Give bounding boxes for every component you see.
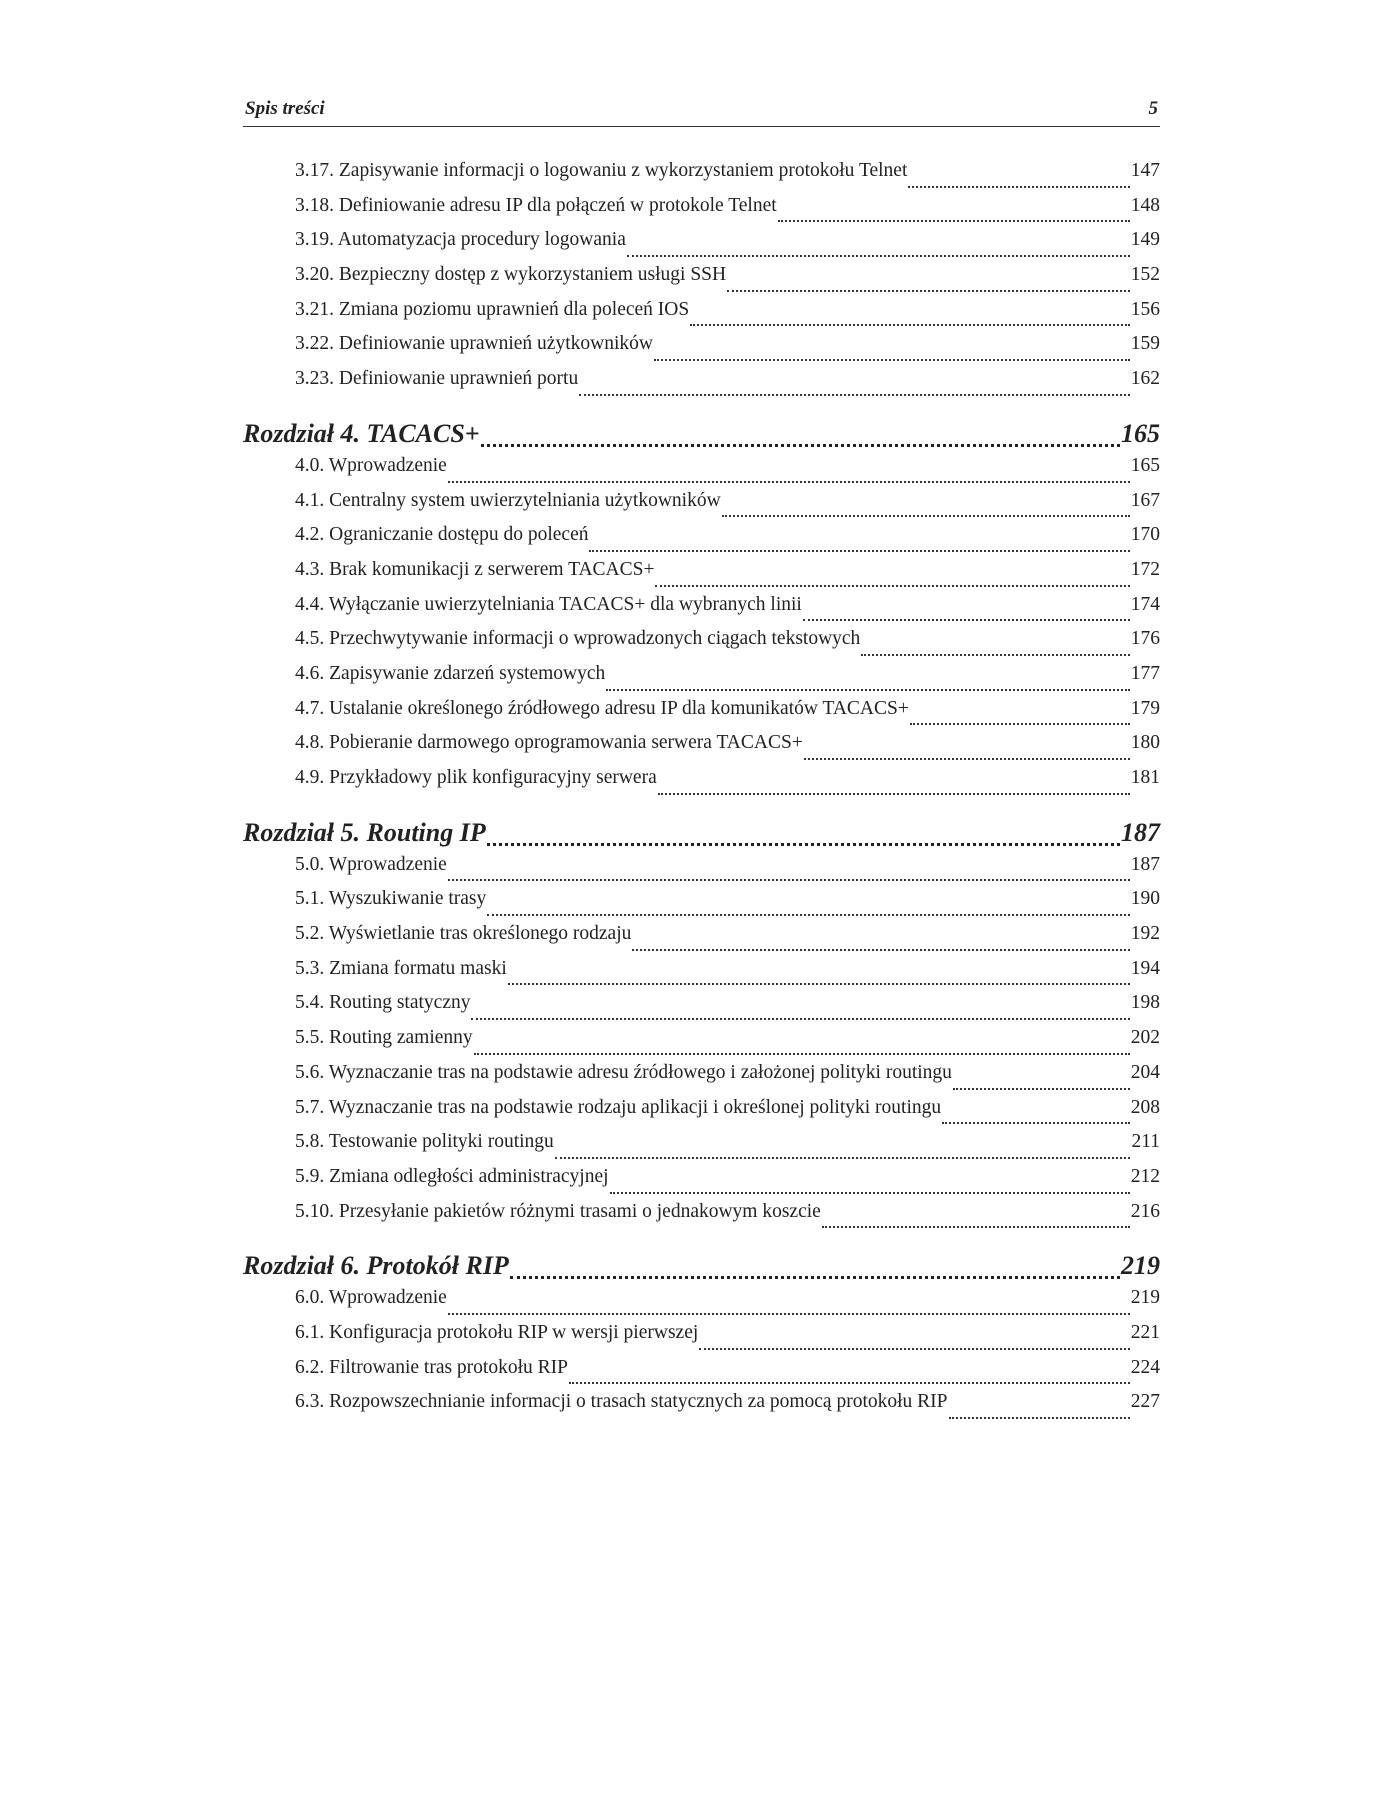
toc-entry-title: 4.3. Brak komunikacji z serwerem TACACS+ [295,558,655,580]
toc-entry [295,958,1160,993]
toc-entry-title: 4.0. Wprowadzenie [295,454,447,476]
dot-leader [727,288,1130,292]
toc-entry-page-number: 147 [1130,160,1160,181]
dot-leader [910,721,1130,725]
toc-entry [295,1166,1160,1201]
dot-leader [722,513,1130,517]
toc-entry-title: 3.22. Definiowanie uprawnień użytkowników [295,333,653,355]
dot-leader [778,218,1130,222]
toc-entry-page-number: 167 [1130,489,1160,511]
toc-entry-page-number: 194 [1130,957,1160,979]
toc-entry [295,1097,1160,1132]
toc-chapter-heading [243,419,1160,455]
dot-leader [448,479,1130,483]
toc-entry-title: 3.18. Definiowanie adresu IP dla połączeń w protokole Telnet [295,194,777,216]
chapter-title: Rozdział 6. Protokół RIP [243,1251,509,1281]
chapter-page-number: 165 [1121,418,1160,448]
toc-entry [295,333,1160,368]
toc-entry [295,628,1160,663]
page-number: 5 [1148,98,1158,119]
dot-leader [448,1311,1130,1315]
toc-entry-page-number: 211 [1131,1131,1160,1153]
toc-entry-title: 5.10. Przesyłanie pakietów różnymi trasami o jednakowym koszcie [295,1200,821,1222]
toc-entry-page-number: 216 [1130,1200,1160,1222]
toc-entry-title: 5.7. Wyznaczanie tras na podstawie rodzaju aplikacji i określonej polityki routingu [295,1096,942,1118]
dot-leader [555,1155,1131,1159]
toc-entry [295,1131,1160,1166]
toc-entry-title: 5.3. Zmiana formatu maski [295,957,507,979]
toc-entry-page-number: 149 [1130,229,1160,251]
toc-entry-title: 4.8. Pobieranie darmowego oprogramowania serwera TACACS+ [295,732,803,754]
toc-entry-title: 3.23. Definiowanie uprawnień portu [295,368,579,390]
toc-entry-title: 3.17. Zapisywanie informacji o logowaniu z wykorzystaniem protokołu Telnet [295,160,908,181]
dot-leader [655,583,1129,587]
toc-entry-page-number: 179 [1130,697,1160,719]
toc-entry-page-number: 219 [1130,1287,1160,1309]
toc-entry-title: 6.3. Rozpowszechnianie informacji o trasach statycznych za pomocą protokołu RIP [295,1391,948,1413]
dot-leader [699,1346,1129,1350]
toc-entry [295,490,1160,525]
dot-leader [654,357,1130,361]
toc-entry-page-number: 148 [1130,194,1160,216]
toc-entry-title: 5.6. Wyznaczanie tras na podstawie adresu źródłowego i założonej polityki routingu [295,1061,952,1083]
toc-entry-page-number: 192 [1130,923,1160,945]
toc-entry [295,888,1160,923]
toc-entry-title: 3.20. Bezpieczny dostęp z wykorzystaniem usługi SSH [295,264,727,286]
dot-leader [487,912,1129,916]
toc-entry-title: 4.2. Ograniczanie dostępu do poleceń [295,524,589,546]
dot-leader [908,184,1129,188]
toc-entry-page-number: 190 [1130,888,1160,910]
toc-entry-page-number: 227 [1130,1391,1160,1413]
toc-entry-page-number: 198 [1130,992,1160,1014]
toc-entry [295,1027,1160,1062]
dot-leader [579,392,1130,396]
dot-leader [448,877,1130,881]
chapter-title: Rozdział 5. Routing IP [243,817,486,847]
dot-leader [487,841,1120,846]
toc-entry [295,455,1160,490]
toc-entry-page-number: 187 [1130,853,1160,875]
toc-entry-page-number: 162 [1130,368,1160,390]
toc-entry [295,1201,1160,1236]
dot-leader [481,442,1120,447]
toc-entry-title: 5.4. Routing statyczny [295,992,471,1014]
toc-entry-title: 4.1. Centralny system uwierzytelniania użytkowników [295,489,721,511]
toc-entry-page-number: 152 [1130,264,1160,286]
toc-entry-page-number: 170 [1130,524,1160,546]
chapter-title: Rozdział 4. TACACS+ [243,418,480,448]
dot-leader [471,1016,1129,1020]
toc-entry-page-number: 224 [1130,1356,1160,1378]
dot-leader [569,1380,1130,1384]
toc-entry-page-number: 208 [1130,1096,1160,1118]
toc-entry [295,923,1160,958]
dot-leader [953,1086,1130,1090]
toc-entry-page-number: 172 [1130,558,1160,580]
chapter-page-number: 187 [1121,817,1160,847]
toc-entry [295,732,1160,767]
toc-entry-title: 3.19. Automatyzacja procedury logowania [295,229,626,251]
toc-entry [295,992,1160,1027]
toc-entry-title: 5.9. Zmiana odległości administracyjnej [295,1165,609,1187]
toc-entry [295,1322,1160,1357]
dot-leader [804,756,1130,760]
toc-entry-title: 5.1. Wyszukiwanie trasy [295,888,487,910]
toc-entry-title: 5.0. Wprowadzenie [295,853,447,875]
dot-leader [510,1274,1120,1279]
running-header [243,98,1160,127]
dot-leader [632,947,1129,951]
toc-entry [295,524,1160,559]
toc-entry [295,594,1160,629]
toc-entry [295,698,1160,733]
toc-entry-title: 5.2. Wyświetlanie tras określonego rodzaju [295,923,632,945]
dot-leader [610,1190,1130,1194]
toc-entry-title: 6.2. Filtrowanie tras protokołu RIP [295,1356,568,1378]
toc-entry-title: 4.5. Przechwytywanie informacji o wprowadzonych ciągach tekstowych [295,628,861,650]
dot-leader [474,1051,1130,1055]
dot-leader [803,617,1130,621]
toc-entry [295,1391,1160,1426]
toc-entry-title: 5.8. Testowanie polityki routingu [295,1131,554,1153]
dot-leader [606,687,1129,691]
toc-entry-title: 4.4. Wyłączanie uwierzytelniania TACACS+ dla wybranych linii [295,593,802,615]
toc-entry-page-number: 204 [1130,1061,1160,1083]
toc-entry [295,195,1160,230]
running-header-title: Spis treści [245,98,325,119]
toc-entry-page-number: 165 [1130,454,1160,476]
dot-leader [822,1224,1130,1228]
toc-entry-title: 4.6. Zapisywanie zdarzeń systemowych [295,662,606,684]
toc-entry [295,663,1160,698]
dot-leader [861,652,1129,656]
toc-entry [295,160,1160,195]
dot-leader [589,548,1129,552]
toc-entry-page-number: 156 [1130,298,1160,320]
toc-entry [295,559,1160,594]
toc-entry [295,854,1160,889]
toc-entry [295,1287,1160,1322]
dot-leader [658,791,1130,795]
toc-entry-title: 3.21. Zmiana poziomu uprawnień dla poleceń IOS [295,298,690,320]
toc-entry-title: 5.5. Routing zamienny [295,1027,473,1049]
toc-entry [295,767,1160,802]
chapter-page-number: 219 [1121,1251,1160,1281]
toc-entry-title: 6.0. Wprowadzenie [295,1287,447,1309]
toc-entry [295,1062,1160,1097]
toc-entry-page-number: 177 [1130,662,1160,684]
dot-leader [949,1415,1130,1419]
toc-entry-page-number: 159 [1130,333,1160,355]
toc-entry-page-number: 180 [1130,732,1160,754]
toc-chapter-heading [243,1251,1160,1287]
dot-leader [690,322,1130,326]
toc-entry [295,1357,1160,1392]
toc-entry-page-number: 202 [1130,1027,1160,1049]
toc-entry-page-number: 181 [1130,767,1160,788]
toc-chapter-heading [243,818,1160,854]
toc-entry-title: 4.7. Ustalanie określonego źródłowego adresu IP dla komunikatów TACACS+ [295,697,909,719]
toc-entry [295,229,1160,264]
toc-entry [295,299,1160,334]
toc-entry [295,264,1160,299]
toc-entry [295,368,1160,403]
dot-leader [508,981,1130,985]
table-of-contents [243,160,1160,1426]
dot-leader [942,1120,1130,1124]
toc-entry-page-number: 212 [1130,1165,1160,1187]
toc-entry-page-number: 221 [1130,1321,1160,1343]
toc-entry-page-number: 176 [1130,628,1160,650]
toc-entry-title: 4.9. Przykładowy plik konfiguracyjny serwera [295,767,657,788]
toc-entry-title: 6.1. Konfiguracja protokołu RIP w wersji pierwszej [295,1321,699,1343]
toc-entry-page-number: 174 [1130,593,1160,615]
dot-leader [627,253,1130,257]
